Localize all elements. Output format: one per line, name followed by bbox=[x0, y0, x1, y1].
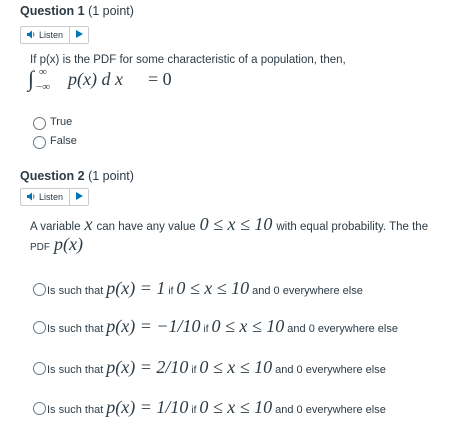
q2-listen-button[interactable] bbox=[21, 189, 70, 205]
q1-listen-label: Listen bbox=[39, 30, 64, 40]
play-icon bbox=[76, 192, 83, 202]
speaker-icon bbox=[26, 192, 36, 203]
upper-limit: ∞ bbox=[39, 66, 47, 78]
q2-radio-3[interactable] bbox=[33, 362, 46, 375]
q2-listen-label: Listen bbox=[39, 192, 64, 202]
q1-radio-false[interactable] bbox=[33, 136, 46, 149]
q2-radio-2[interactable] bbox=[33, 321, 46, 334]
q1-option-true[interactable]: True bbox=[50, 116, 73, 128]
q2-radio-4[interactable] bbox=[33, 402, 46, 415]
q1-play-button[interactable] bbox=[70, 27, 88, 43]
question-2-title: Question 2 (1 point) bbox=[20, 169, 134, 183]
q2-prompt-line-2: PDF p(x) bbox=[30, 234, 83, 254]
q2-prompt-line-1: A variable x can have any value 0 ≤ x ≤ 10 with equal probability. The the bbox=[30, 214, 429, 234]
q2-option-1[interactable]: Is such that p(x) = 1 if 0 ≤ x ≤ 10 and 0 everywhere else bbox=[47, 278, 363, 298]
q1-equation bbox=[28, 68, 328, 94]
q2-option-4[interactable]: Is such that p(x) = 1/10 if 0 ≤ x ≤ 10 and 0 everywhere else bbox=[47, 397, 386, 417]
question-1-title: Question 1 (1 point) bbox=[20, 4, 134, 18]
q1-listen-button[interactable] bbox=[21, 27, 70, 43]
lower-limit: −∞ bbox=[36, 81, 51, 93]
q1-option-false[interactable]: False bbox=[50, 135, 77, 147]
play-icon bbox=[76, 30, 83, 40]
q2-radio-1[interactable] bbox=[33, 283, 46, 296]
q2-play-button[interactable] bbox=[70, 189, 88, 205]
q2-listen-control bbox=[20, 188, 89, 206]
q2-option-3[interactable]: Is such that p(x) = 2/10 if 0 ≤ x ≤ 10 and 0 everywhere else bbox=[47, 357, 386, 377]
integral-sign: ∫ bbox=[28, 66, 35, 91]
q1-radio-true[interactable] bbox=[33, 117, 46, 130]
q1-listen-control bbox=[20, 26, 89, 44]
q2-option-2[interactable]: Is such that p(x) = −1/10 if 0 ≤ x ≤ 10 and 0 everywhere else bbox=[47, 316, 398, 336]
integrand: p(x) d x bbox=[68, 69, 123, 89]
equation-rhs: = 0 bbox=[148, 69, 172, 89]
q1-prompt: If p(x) is the PDF for some characteristic of a population, then, bbox=[30, 54, 346, 66]
speaker-icon bbox=[26, 30, 36, 41]
